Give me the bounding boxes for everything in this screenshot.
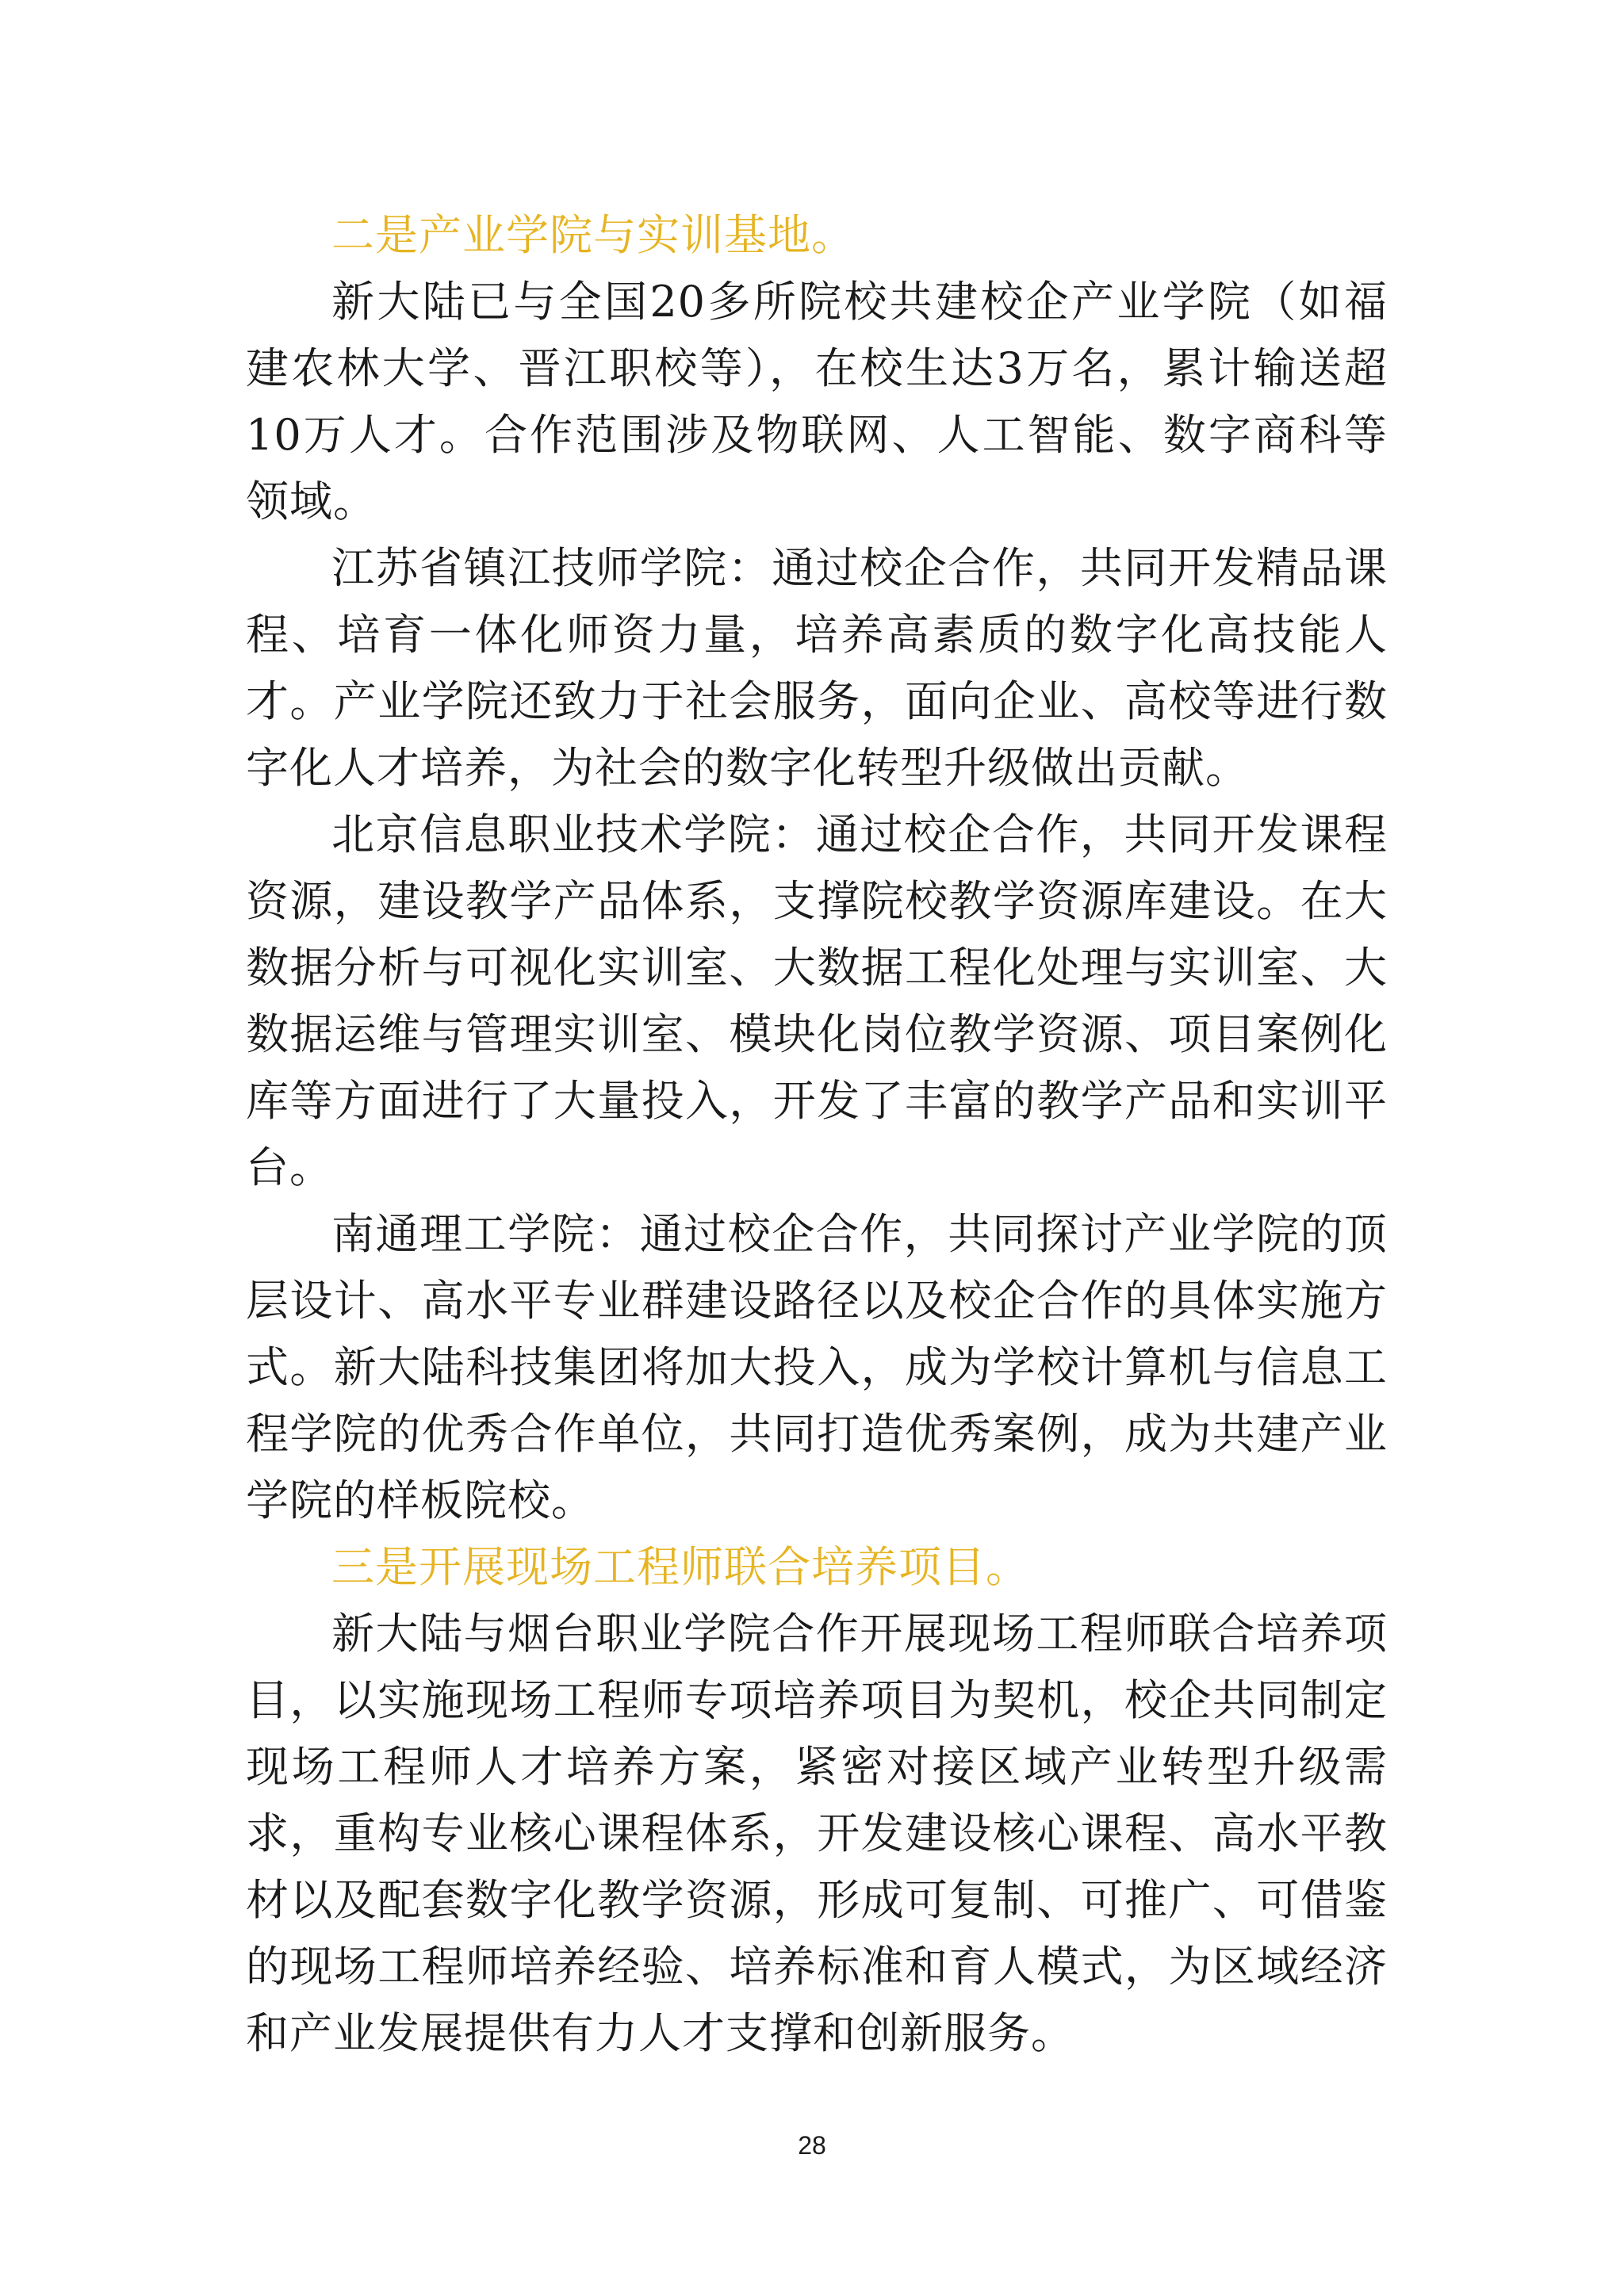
section-heading-industry-college: 二是产业学院与实训基地。 bbox=[331, 210, 855, 260]
body-paragraph-nantong: 南通理工学院：通过校企合作，共同探讨产业学院的顶层设计、高水平专业群建设路径以及校企合作的具体实施方式。新大陆科技集团将加大投入，成为学校计算机与信息工程学院的优秀合作单位，共同打造优秀案例，成为共建产业学院的样板院校。 bbox=[246, 1209, 1388, 1525]
body-paragraph-beijing: 北京信息职业技术学院：通过校企合作，共同开发课程资源，建设教学产品体系，支撑院校教学资源库建设。在大数据分析与可视化实训室、大数据工程化处理与实训室、大数据运维与管理实训室、模块化岗位教学资源、项目案例化库等方面进行了大量投入，开发了丰富的教学产品和实训平台。 bbox=[246, 809, 1388, 1192]
body-paragraph-overview: 新大陆已与全国20多所院校共建校企产业学院（如福建农林大学、晋江职校等），在校生达3万名，累计输送超10万人才。合作范围涉及物联网、人工智能、数字商科等领域。 bbox=[246, 277, 1388, 526]
body-paragraph-yantai: 新大陆与烟台职业学院合作开展现场工程师联合培养项目，以实施现场工程师专项培养项目为契机，校企共同制定现场工程师人才培养方案，紧密对接区域产业转型升级需求，重构专业核心课程体系，开发建设核心课程、高水平教材以及配套数字化教学资源，形成可复制、可推广、可借鉴的现场工程师培养经验、培养标准和育人模式，为区域经济和产业发展提供有力人才支撑和创新服务。 bbox=[246, 1609, 1388, 2058]
page-number: 28 bbox=[798, 2131, 826, 2160]
body-paragraph-zhenjiang: 江苏省镇江技师学院：通过校企合作，共同开发精品课程、培育一体化师资力量，培养高素质的数字化高技能人才。产业学院还致力于社会服务，面向企业、高校等进行数字化人才培养，为社会的数字化转型升级做出贡献。 bbox=[246, 543, 1388, 793]
page-content bbox=[246, 202, 1388, 2067]
section-heading-field-engineer: 三是开展现场工程师联合培养项目。 bbox=[331, 1542, 1029, 1592]
